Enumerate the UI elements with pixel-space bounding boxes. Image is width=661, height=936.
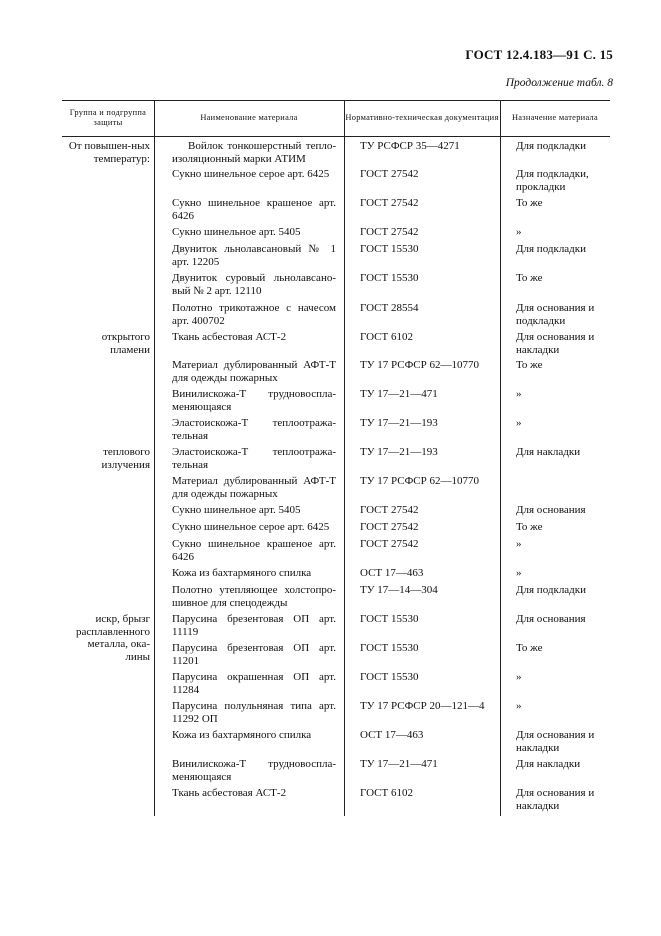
purpose: То же — [516, 521, 543, 533]
document-ref: ГОСТ 27542 — [360, 168, 419, 180]
material-name: Сукно шинельное крашеное арт. 6426 — [172, 197, 336, 222]
document-ref: ОСТ 17—463 — [360, 567, 424, 579]
header-purpose: Назначение материала — [511, 113, 599, 122]
material-name: Эластоискожа-Т теплоотража-тельная — [172, 417, 336, 442]
materials-table — [62, 100, 610, 816]
document-ref: ГОСТ 27542 — [360, 197, 419, 209]
purpose: » — [516, 226, 522, 238]
purpose: Для основания — [516, 613, 586, 625]
purpose: То же — [516, 272, 543, 284]
purpose: » — [516, 700, 522, 712]
group-label: От повышен-ных температур: — [68, 140, 150, 165]
document-ref: ТУ 17 РСФСР 62—10770 — [360, 475, 479, 487]
header-group: Группа и подгруппа защиты — [69, 108, 147, 127]
document-ref: ТУ РСФСР 35—4271 — [360, 140, 460, 152]
purpose: Для основания и накладки — [516, 729, 595, 754]
purpose: То же — [516, 642, 543, 654]
document-ref: ГОСТ 27542 — [360, 521, 419, 533]
document-ref: ТУ 17—21—471 — [360, 388, 438, 400]
material-name: Винилискожа-Т трудновоспла-меняющаяся — [172, 758, 336, 783]
document-ref: ТУ 17—21—471 — [360, 758, 438, 770]
group-label: открытого пламени — [101, 331, 150, 356]
document-ref: ТУ 17—21—193 — [360, 417, 438, 429]
purpose: Для подкладки — [516, 243, 587, 255]
document-ref: ОСТ 17—463 — [360, 729, 424, 741]
material-name: Кожа из бахтармяного спилка — [172, 567, 312, 579]
purpose: Для основания и подкладки — [516, 302, 595, 327]
header-bottom-rule — [62, 136, 610, 137]
document-ref: ГОСТ 15530 — [360, 243, 419, 255]
material-name: Сукно шинельное крашеное арт. 6426 — [172, 538, 336, 563]
purpose: » — [516, 417, 522, 429]
document-ref: ГОСТ 27542 — [360, 504, 419, 516]
document-ref: ГОСТ 28554 — [360, 302, 419, 314]
material-name: Сукно шинельное арт. 5405 — [172, 504, 301, 516]
purpose: То же — [516, 359, 543, 371]
material-name: Сукно шинельное серое арт. 6425 — [172, 521, 330, 533]
document-ref: ТУ 17—14—304 — [360, 584, 438, 596]
material-name: Двуниток суровый льнолавсано-вый № 2 арт. 12110 — [172, 272, 336, 297]
purpose: Для основания — [516, 504, 586, 516]
material-name: Полотно трикотажное с начесом арт. 400702 — [172, 302, 336, 327]
column-divider — [500, 100, 501, 816]
material-name: Эластоискожа-Т теплоотража-тельная — [172, 446, 336, 471]
document-ref: ГОСТ 6102 — [360, 787, 413, 799]
table-continuation-label: Продолжение табл. 8 — [505, 77, 613, 89]
header-document: Нормативно-техническая документация — [345, 113, 499, 122]
purpose: Для основания и накладки — [516, 331, 595, 356]
page-header: ГОСТ 12.4.183—91 С. 15 — [465, 47, 613, 62]
document-ref: ГОСТ 27542 — [360, 538, 419, 550]
document-ref: ТУ 17—21—193 — [360, 446, 438, 458]
purpose: Для подкладки — [516, 140, 587, 152]
material-name: Ткань асбестовая АСТ-2 — [172, 787, 287, 799]
material-name: Войлок тонкошерстный тепло-изоляционный марки АТИМ — [172, 140, 336, 165]
purpose: Для основания и накладки — [516, 787, 595, 812]
document-ref: ГОСТ 15530 — [360, 272, 419, 284]
material-name: Полотно утепляющее холстопро-шивное для спецодежды — [172, 584, 336, 609]
material-name: Парусина брезентовая ОП арт. 11201 — [172, 642, 336, 667]
material-name: Сукно шинельное арт. 5405 — [172, 226, 301, 238]
column-divider — [154, 100, 155, 816]
material-name: Кожа из бахтармяного спилка — [172, 729, 312, 741]
document-ref: ТУ 17 РСФСР 62—10770 — [360, 359, 479, 371]
material-name: Парусина полульняная типа арт. 11292 ОП — [172, 700, 336, 725]
group-label: теплового излучения — [101, 446, 150, 471]
purpose: Для накладки — [516, 446, 581, 458]
material-name: Сукно шинельное серое арт. 6425 — [172, 168, 330, 180]
purpose: То же — [516, 197, 543, 209]
purpose: » — [516, 567, 522, 579]
purpose: Для подкладки, прокладки — [516, 168, 589, 193]
document-ref: ГОСТ 27542 — [360, 226, 419, 238]
document-ref: ГОСТ 15530 — [360, 613, 419, 625]
document-ref: ТУ 17 РСФСР 20—121—4 — [360, 700, 485, 712]
document-ref: ГОСТ 6102 — [360, 331, 413, 343]
purpose: » — [516, 388, 522, 400]
header-material: Наименование материала — [200, 113, 298, 122]
purpose: » — [516, 671, 522, 683]
material-name: Ткань асбестовая АСТ-2 — [172, 331, 287, 343]
purpose: » — [516, 538, 522, 550]
material-name: Двуниток льнолавсановый № 1 арт. 12205 — [172, 243, 336, 268]
column-divider — [344, 100, 345, 816]
material-name: Материал дублированный АФТ-Т для одежды пожарных — [172, 475, 336, 500]
purpose: Для подкладки — [516, 584, 587, 596]
material-name: Винилискожа-Т трудновоспла-меняющаяся — [172, 388, 336, 413]
document-ref: ГОСТ 15530 — [360, 642, 419, 654]
purpose: Для накладки — [516, 758, 581, 770]
material-name: Парусина брезентовая ОП арт. 11119 — [172, 613, 336, 638]
group-label: искр, брызг расплавленного металла, ока-лины — [76, 613, 150, 663]
document-ref: ГОСТ 15530 — [360, 671, 419, 683]
material-name: Парусина окрашенная ОП арт. 11284 — [172, 671, 336, 696]
material-name: Материал дублированный АФТ-Т для одежды пожарных — [172, 359, 336, 384]
